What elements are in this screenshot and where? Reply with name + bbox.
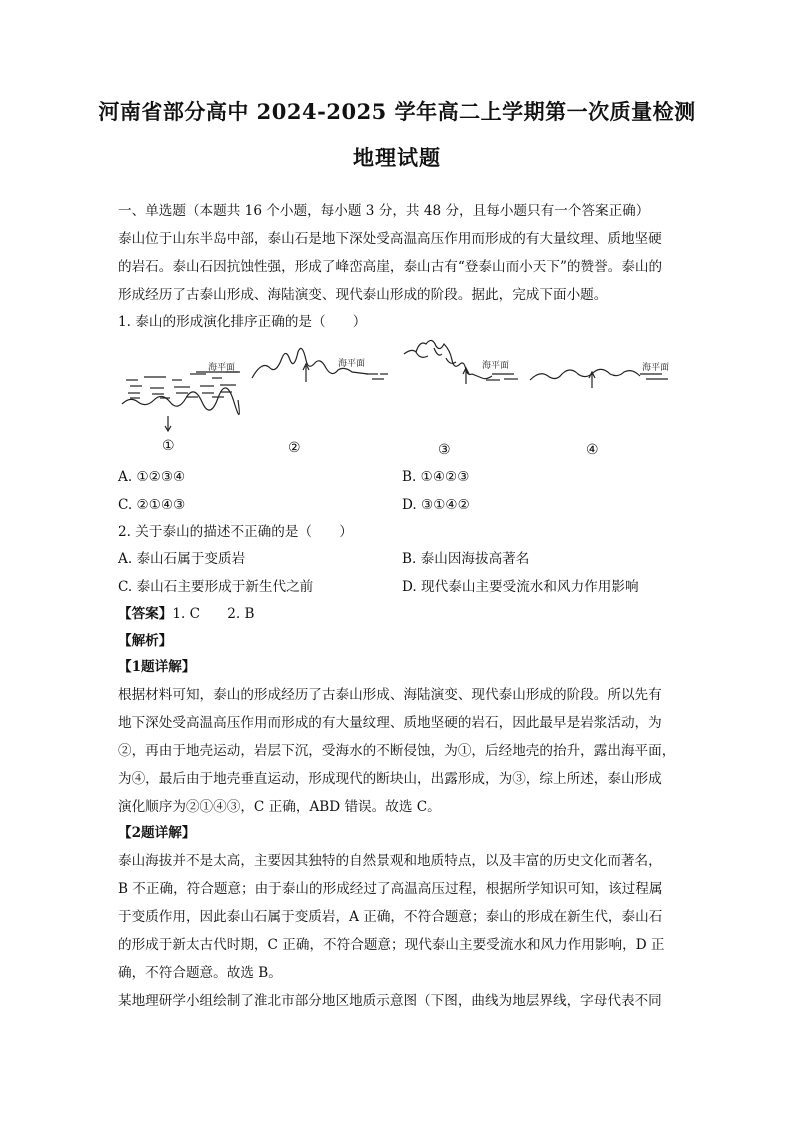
sea-level-label-4: 海平面 xyxy=(642,363,670,373)
panel-label-3: ③ xyxy=(438,442,451,458)
sea-level-label-1: 海平面 xyxy=(208,363,236,373)
q1-option-d: D. ③①④② xyxy=(402,497,470,513)
sea-level-label-3: 海平面 xyxy=(482,361,510,371)
material-line: 的岩石。泰山石因抗蚀性强，形成了峰峦高崖，泰山古有“登泰山而小天下”的赞誉。泰山的 xyxy=(118,259,663,275)
material-line: 形成经历了古泰山形成、海陆演变、现代泰山形成的阶段。据此，完成下面小题。 xyxy=(118,287,608,303)
detail-2-line: 于变质作用，因此泰山石属于变质岩，A 正确，不符合题意；泰山的形成在新生代，泰山石 xyxy=(118,909,663,925)
answer-line xyxy=(118,604,255,624)
q2-option-a: A. 泰山石属于变质岩 xyxy=(118,551,246,567)
panel-1-diagram xyxy=(122,372,240,431)
q2-option-d: D. 现代泰山主要受流水和风力作用影响 xyxy=(402,579,639,595)
question-1-stem: 1. 泰山的形成演化排序正确的是（ ） xyxy=(118,314,367,330)
taishan-evolution-figure xyxy=(116,330,676,462)
q1-option-c: C. ②①④③ xyxy=(118,497,186,513)
panel-label-1: ① xyxy=(162,438,175,454)
q2-option-b: B. 泰山因海拔高著名 xyxy=(402,551,530,567)
detail-2-line: B 不正确，符合题意；由于泰山的形成经过了高温高压过程，根据所学知识可知，该过程属 xyxy=(118,881,663,897)
detail-2-line: 确，不符合题意。故选 B。 xyxy=(118,965,282,981)
analysis-label: 【解析】 xyxy=(118,633,173,649)
detail-1-line: 地下深处受高温高压作用而形成的有大量纹理、质地坚硬的岩石，因此最早是岩浆活动，为 xyxy=(118,715,662,731)
detail-1-line: ②，再由于地壳运动，岩层下沉，受海水的不断侵蚀，为①，后经地壳的抬升，露出海平面， xyxy=(118,743,676,759)
exam-title: 河南省部分高中 2024-2025 学年高二上学期第一次质量检测 xyxy=(98,99,696,124)
panel-2-diagram xyxy=(252,348,388,382)
section-heading: 一、单选题（本题共 16 个小题，每小题 3 分，共 48 分，且每小题只有一个答案正确） xyxy=(118,203,650,219)
q1-option-a: A. ①②③④ xyxy=(118,469,186,485)
detail-2-line: 泰山海拔并不是太高，主要因其独特的自然景观和地质特点，以及丰富的历史文化而著名， xyxy=(118,853,662,869)
detail-2-label: 【2题详解】 xyxy=(118,825,196,841)
q1-option-b: B. ①④②③ xyxy=(402,469,470,485)
panel-label-4: ④ xyxy=(586,442,599,458)
q2-option-c: C. 泰山石主要形成于新生代之前 xyxy=(118,579,314,595)
exam-subtitle: 地理试题 xyxy=(353,145,441,170)
answer-value: 1. C 2. B xyxy=(172,606,255,622)
panel-label-2: ② xyxy=(288,440,301,456)
detail-2-line: 的形成于新太古代时期，C 正确，不符合题意；现代泰山主要受流水和风力作用影响，D 正 xyxy=(118,937,665,953)
question-2-stem: 2. 关于泰山的描述不正确的是（ ） xyxy=(118,524,353,540)
detail-1-line: 根据材料可知，泰山的形成经历了古泰山形成、海陆演变、现代泰山形成的阶段。所以先有 xyxy=(118,687,662,703)
detail-1-label: 【1题详解】 xyxy=(118,659,196,675)
detail-1-line: 演化顺序为②①④③，C 正确，ABD 错误。故选 C。 xyxy=(118,799,441,815)
sea-level-label-2: 海平面 xyxy=(338,359,366,369)
material-line: 泰山位于山东半岛中部，泰山石是地下深处受高温高压作用而形成的有大量纹理、质地坚硬 xyxy=(118,231,662,247)
answer-label: 【答案】 xyxy=(118,606,173,622)
detail-1-line: 为④，最后由于地壳垂直运动，形成现代的断块山，出露形成，为③，综上所述，泰山形成 xyxy=(118,771,662,787)
material-2-line: 某地理研学小组绘制了淮北市部分地区地质示意图（下图，曲线为地层界线，字母代表不同 xyxy=(118,993,662,1009)
